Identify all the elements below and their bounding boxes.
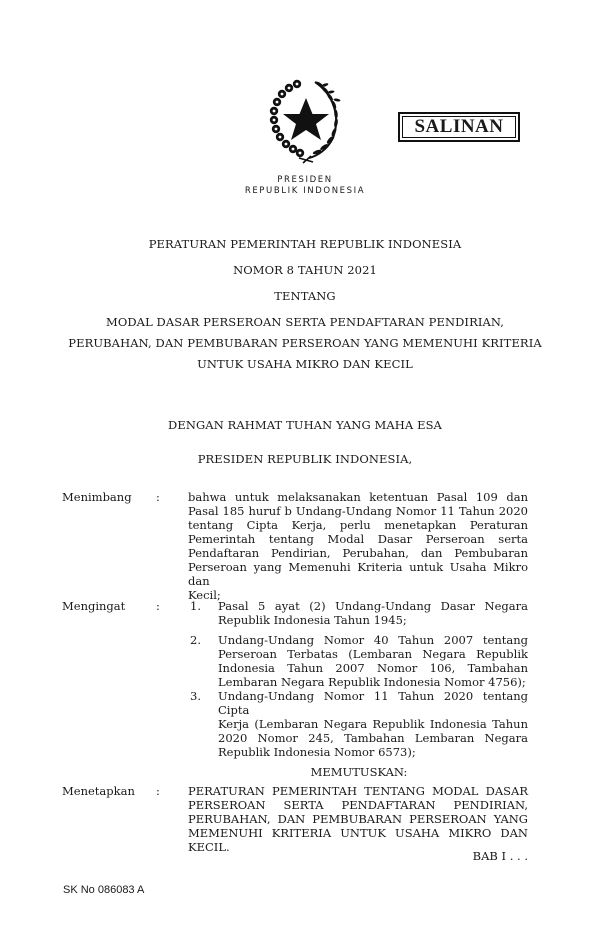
mengingat-item-line: Lembaran Negara Republik Indonesia Nomor 4756); (218, 675, 526, 689)
salinan-stamp (398, 112, 520, 142)
menetapkan-line: PERSEROAN SERTA PENDAFTARAN PENDIRIAN, (188, 798, 528, 812)
mengingat-item-line: Undang-Undang Nomor 40 Tahun 2007 tentang (218, 633, 528, 647)
menetapkan-line: PERUBAHAN, DAN PEMBUBARAN PERSEROAN YANG (188, 812, 528, 826)
menetapkan-line: MEMENUHI KRITERIA UNTUK USAHA MIKRO DAN KECIL. (188, 826, 528, 854)
mengingat-item-2 (218, 633, 528, 689)
serial-number: SK No 086083 A (63, 884, 145, 896)
subject-line-1: MODAL DASAR PERSEROAN SERTA PENDAFTARAN PENDIRIAN, (105, 315, 505, 329)
mengingat-item-number: 3. (190, 689, 201, 703)
menetapkan-line: PERATURAN PEMERINTAH TENTANG MODAL DASAR (188, 784, 528, 798)
menimbang-colon: : (156, 490, 160, 504)
mengingat-item-line: Perseroan Terbatas (Lembaran Negara Republik (218, 647, 528, 661)
regulation-title: PERATURAN PEMERINTAH REPUBLIK INDONESIA (148, 237, 462, 251)
issuer-line-republik: REPUBLIK INDONESIA (244, 186, 366, 196)
menimbang-line: Pemerintah tentang Modal Dasar Perseroan serta (188, 532, 528, 546)
menetapkan-text (188, 784, 528, 854)
menetapkan-colon: : (156, 784, 160, 798)
mengingat-item-line: Indonesia Tahun 2007 Nomor 106, Tambahan (218, 661, 528, 675)
menimbang-line: bahwa untuk melaksanakan ketentuan Pasal 109 dan (188, 490, 528, 504)
preamble-line-1: DENGAN RAHMAT TUHAN YANG MAHA ESA (168, 418, 442, 432)
menimbang-line: Pendaftaran Pendirian, Perubahan, dan Pembubaran (188, 546, 528, 560)
mengingat-item-line: Republik Indonesia Tahun 1945; (218, 613, 407, 627)
mengingat-item-1 (218, 599, 528, 627)
mengingat-item-3 (218, 689, 528, 759)
menimbang-line: tentang Cipta Kerja, perlu menetapkan Peraturan (188, 518, 528, 532)
mengingat-item-line: Undang-Undang Nomor 11 Tahun 2020 tentang Cipta (218, 689, 528, 717)
tentang-label: TENTANG (274, 289, 336, 303)
menimbang-line: Kecil; (188, 588, 221, 602)
menimbang-text (188, 490, 528, 602)
regulation-number: NOMOR 8 TAHUN 2021 (233, 263, 377, 277)
mengingat-item-number: 1. (190, 599, 201, 613)
preamble-line-2: PRESIDEN REPUBLIK INDONESIA, (197, 452, 413, 466)
menetapkan-label: Menetapkan (62, 784, 135, 798)
garuda-star-emblem-icon (263, 76, 349, 164)
issuer-line-presiden: PRESIDEN (277, 175, 333, 185)
memutuskan-heading: MEMUTUSKAN: (310, 765, 408, 779)
mengingat-colon: : (156, 599, 160, 613)
mengingat-item-line: Kerja (Lembaran Negara Republik Indonesia Tahun (218, 717, 528, 731)
mengingat-item-line: Pasal 5 ayat (2) Undang-Undang Dasar Negara (218, 599, 528, 613)
menimbang-label: Menimbang (62, 490, 132, 504)
mengingat-label: Mengingat (62, 599, 126, 613)
subject-line-3: UNTUK USAHA MIKRO DAN KECIL (197, 357, 413, 371)
mengingat-item-line: Republik Indonesia Nomor 6573); (218, 745, 416, 759)
mengingat-item-number: 2. (190, 633, 201, 647)
salinan-label: SALINAN (414, 116, 504, 137)
menimbang-line: Pasal 185 huruf b Undang-Undang Nomor 11 Tahun 2020 (188, 504, 528, 518)
menimbang-line: Perseroan yang Memenuhi Kriteria untuk Usaha Mikro dan (188, 560, 528, 588)
mengingat-item-line: 2020 Nomor 245, Tambahan Lembaran Negara (218, 731, 528, 745)
subject-line-2: PERUBAHAN, DAN PEMBUBARAN PERSEROAN YANG MEMENUHI KRITERIA (68, 336, 542, 350)
continuation-marker: BAB I . . . (472, 849, 528, 863)
